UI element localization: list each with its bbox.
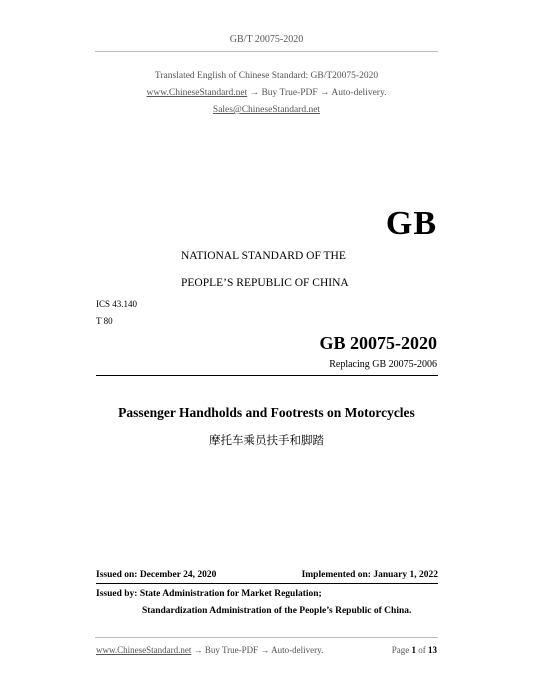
email-link[interactable]: Sales@ChineseStandard.net (212, 105, 321, 115)
page-total: 13 (428, 645, 437, 655)
ics-code: ICS 43.140 (96, 299, 138, 309)
site-link[interactable]: www.ChineseStandard.net (146, 88, 248, 98)
document-title-chinese: 摩托车乘员扶手和脚踏 (209, 433, 324, 447)
standard-number: GB 20075-2020 (319, 333, 437, 353)
footer-divider (95, 637, 438, 638)
page-of: of (418, 645, 426, 655)
national-line-1: NATIONAL STANDARD OF THE (181, 250, 346, 262)
replacing-line: Replacing GB 20075-2006 (329, 359, 437, 370)
email-line (0, 105, 533, 115)
footer-buy-line (96, 645, 323, 655)
issued-date: Issued on: December 24, 2020 (96, 570, 217, 580)
ccs-code: T 80 (96, 316, 113, 326)
translated-line: Translated English of Chinese Standard: GB/T20075-2020 (154, 71, 379, 81)
buy-text: → Buy True-PDF → Auto-delivery. (247, 88, 387, 98)
page-current: 1 (411, 645, 416, 655)
national-line-2: PEOPLE’S REPUBLIC OF CHINA (181, 277, 349, 289)
footer-buy-text: → Buy True-PDF → Auto-delivery. (191, 645, 324, 655)
document-title: Passenger Handholds and Footrests on Motorcycles (118, 405, 415, 420)
page-label: Page (391, 645, 410, 655)
issued-by-line: Issued by: State Administration for Market Regulation; (96, 589, 322, 599)
page-indicator (392, 645, 437, 655)
title-top-divider (96, 375, 438, 376)
dates-row (96, 570, 438, 580)
issued-by-line-2: Standardization Administration of the People’s Republic of China. (142, 606, 412, 616)
buy-line (0, 88, 533, 98)
footer-site-link[interactable]: www.ChineseStandard.net (96, 645, 192, 655)
implemented-date: Implemented on: January 1, 2022 (301, 570, 438, 580)
running-header: GB/T 20075-2020 (229, 34, 304, 45)
header-divider (95, 51, 438, 52)
gb-logo: GB (385, 205, 437, 242)
dates-divider (96, 583, 438, 584)
